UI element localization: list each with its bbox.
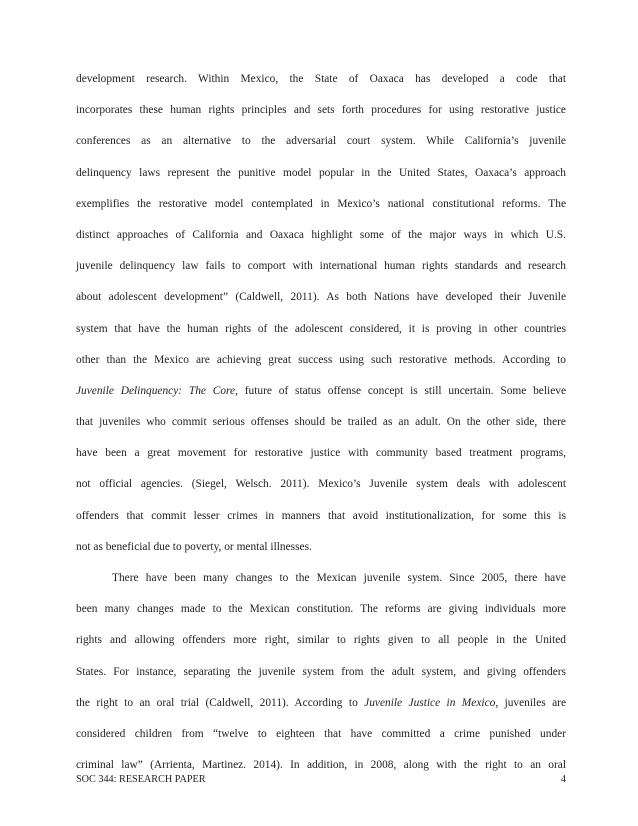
body-text bbox=[76, 64, 566, 781]
text-line: rights and allowing offenders more right, similar to rights given to all people in the United bbox=[76, 634, 566, 647]
text-line bbox=[76, 688, 566, 719]
text-run: , future of status offense concept is still uncertain. Some believe bbox=[235, 384, 566, 397]
text-line: have been a great movement for restorative justice with community based treatment programs, bbox=[76, 447, 566, 460]
page-number: 4 bbox=[560, 774, 566, 785]
text-line: criminal law” (Arrienta, Martinez. 2014). In addition, in 2008, along with the right to an oral bbox=[76, 759, 566, 772]
text-run: the right to an oral trial (Caldwell, 2011). According to bbox=[76, 696, 365, 709]
running-head: SOC 344: RESEARCH PAPER bbox=[76, 774, 206, 785]
book-title: Juvenile Delinquency: The Core bbox=[76, 384, 236, 397]
text-line: that juveniles who commit serious offenses should be trailed as an adult. On the other side, there bbox=[76, 416, 566, 429]
text-line: States. For instance, separating the juvenile system from the adult system, and giving offenders bbox=[76, 665, 566, 678]
text-line: development research. Within Mexico, the State of Oaxaca has developed a code that bbox=[76, 73, 566, 85]
text-line: about adolescent development” (Caldwell, 2011). As both Nations have developed their Juvenile bbox=[76, 291, 566, 304]
text-line: distinct approaches of California and Oaxaca highlight some of the major ways in which U.S. bbox=[76, 228, 566, 241]
text-line: offenders that commit lesser crimes in manners that avoid institutionalization, for some this is bbox=[76, 509, 566, 522]
text-line: considered children from “twelve to eighteen that have committed a crime punished under bbox=[76, 727, 566, 740]
text-line: juvenile delinquency law fails to comport with international human rights standards and research bbox=[76, 260, 566, 273]
page-footer bbox=[76, 772, 566, 788]
text-line: other than the Mexico are achieving great success using such restorative methods. According to bbox=[76, 353, 566, 366]
text-line: exemplifies the restorative model contemplated in Mexico’s national constitutional reforms. The bbox=[76, 197, 566, 210]
text-run: juveniles are bbox=[498, 696, 567, 709]
text-line-paragraph-start: There have been many changes to the Mexican juvenile system. Since 2005, there have bbox=[112, 572, 566, 584]
text-line: system that have the human rights of the adolescent considered, it is proving in other countries bbox=[76, 322, 566, 335]
text-line: delinquency laws represent the punitive model popular in the United States, Oaxaca’s approach bbox=[76, 166, 566, 179]
text-line-paragraph-end: not as beneficial due to poverty, or mental illnesses. bbox=[76, 540, 312, 553]
book-title: Juvenile Justice in Mexico, bbox=[364, 696, 499, 709]
text-line: incorporates these human rights principles and sets forth procedures for using restorative justice bbox=[76, 104, 566, 117]
text-line bbox=[76, 376, 566, 407]
text-line: not official agencies. (Siegel, Welsch. 2011). Mexico’s Juvenile system deals with adolescent bbox=[76, 478, 566, 491]
text-line: conferences as an alternative to the adversarial court system. While California’s juvenile bbox=[76, 135, 566, 148]
text-line: been many changes made to the Mexican constitution. The reforms are giving individuals more bbox=[76, 603, 566, 616]
